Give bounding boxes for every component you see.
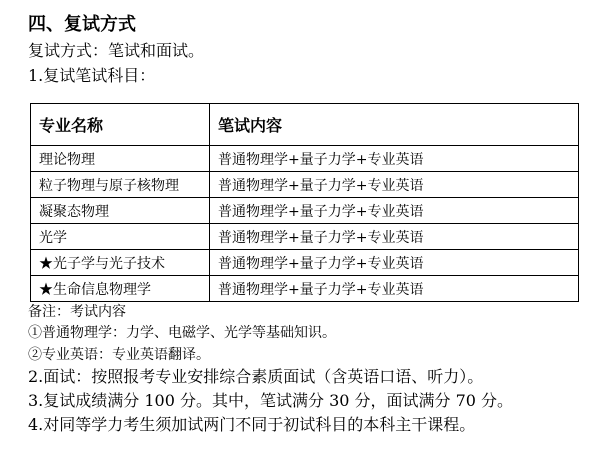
table-row — [31, 146, 579, 172]
written-content-cell: 普通物理学+量子力学+专业英语 — [210, 224, 579, 250]
header-written-content: 笔试内容 — [210, 104, 579, 146]
header-major-name: 专业名称 — [31, 104, 210, 146]
table-row — [31, 276, 579, 302]
note-item-general-physics: ①普通物理学：力学、电磁学、光学等基础知识。 — [28, 325, 336, 341]
exam-subjects-table — [30, 103, 579, 302]
note-item-professional-english: ②专业英语：专业英语翻译。 — [28, 347, 210, 363]
written-subjects-line: 1.复试笔试科目： — [28, 66, 156, 85]
table-row — [31, 172, 579, 198]
written-content-cell: 普通物理学+量子力学+专业英语 — [210, 276, 579, 302]
written-content-cell: 普通物理学+量子力学+专业英语 — [210, 250, 579, 276]
table-row — [31, 224, 579, 250]
major-name-cell: 凝聚态物理 — [31, 198, 210, 224]
score-item: 3.复试成绩满分 100 分。其中，笔试满分 30 分，面试满分 70 分。 — [28, 391, 514, 410]
written-content-cell: 普通物理学+量子力学+专业英语 — [210, 172, 579, 198]
major-name-cell: 光学 — [31, 224, 210, 250]
section-heading: 四、复试方式 — [28, 14, 136, 35]
table-row — [31, 250, 579, 276]
major-name-cell: 理论物理 — [31, 146, 210, 172]
table-row — [31, 198, 579, 224]
major-name-cell: 粒子物理与原子核物理 — [31, 172, 210, 198]
table-header-row — [31, 104, 579, 146]
major-name-cell: ★光子学与光子技术 — [31, 250, 210, 276]
interview-item: 2.面试：按照报考专业安排综合素质面试（含英语口语、听力）。 — [28, 367, 484, 386]
equivalent-candidate-item: 4.对同等学力考生须加试两门不同于初试科目的本科主干课程。 — [28, 415, 476, 434]
exam-method-line: 复试方式：笔试和面试。 — [28, 41, 205, 60]
notes-label: 备注：考试内容 — [28, 304, 126, 320]
written-content-cell: 普通物理学+量子力学+专业英语 — [210, 146, 579, 172]
major-name-cell: ★生命信息物理学 — [31, 276, 210, 302]
written-content-cell: 普通物理学+量子力学+专业英语 — [210, 198, 579, 224]
